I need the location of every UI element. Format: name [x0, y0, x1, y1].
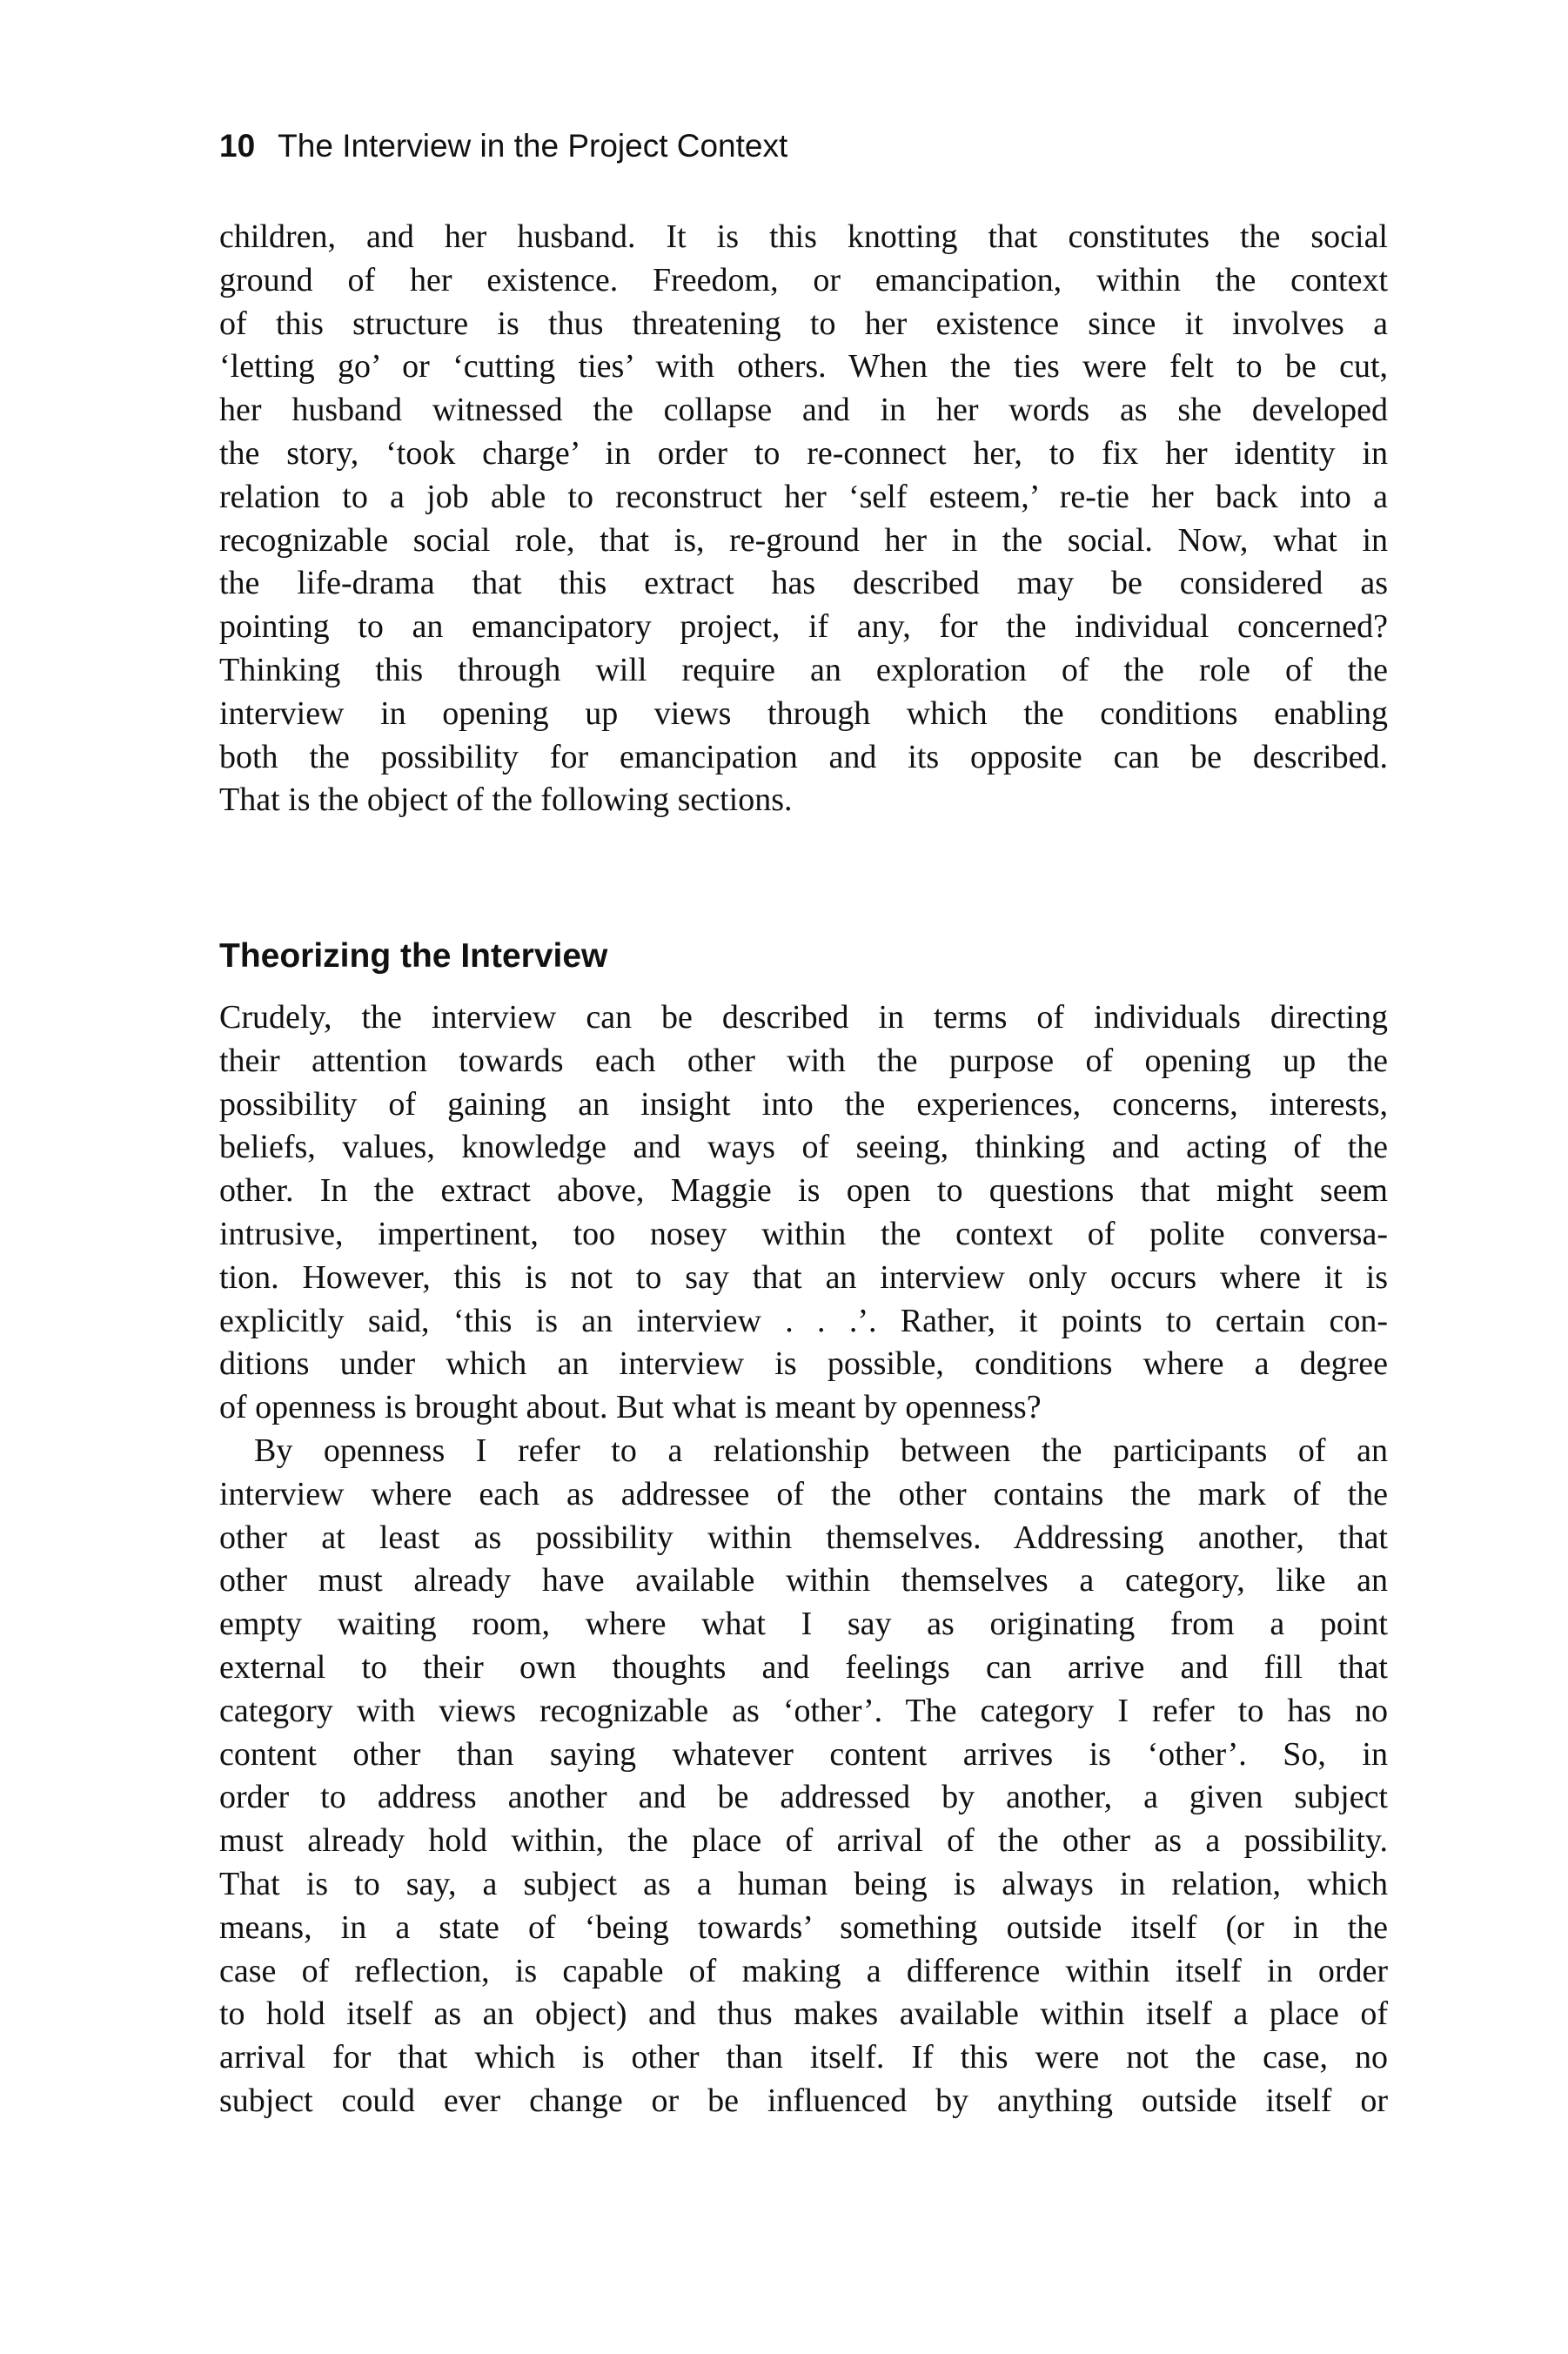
text-line: ditions under which an interview is possible, conditions where a degree — [219, 1345, 1388, 1383]
text-line: tion. However, this is not to say that an interview only occurs where it is — [219, 1258, 1388, 1296]
text-line: possibility of gaining an insight into the experiences, concerns, interests, — [219, 1085, 1388, 1123]
text-line: That is the object of the following sections. — [219, 781, 793, 819]
text-line: other at least as possibility within themselves. Addressing another, that — [219, 1519, 1388, 1556]
text-line: children, and her husband. It is this knotting that constitutes the social — [219, 218, 1388, 255]
running-head — [219, 127, 787, 165]
text-line: external to their own thoughts and feelings can arrive and fill that — [219, 1648, 1388, 1686]
section-heading: Theorizing the Interview — [219, 937, 608, 976]
paragraph — [219, 996, 1388, 1430]
text-line: subject could ever change or be influenced by anything outside itself or — [219, 2082, 1388, 2119]
paragraph — [219, 1430, 1388, 2123]
text-line: By openness I refer to a relationship between the participants of an — [254, 1432, 1388, 1469]
text-line: their attention towards each other with the purpose of opening up the — [219, 1042, 1388, 1079]
text-line: order to address another and be addressed by another, a given subject — [219, 1779, 1388, 1816]
text-line: of this structure is thus threatening to her existence since it involves a — [219, 305, 1388, 342]
text-line: must already hold within, the place of arrival of the other as a possibility. — [219, 1822, 1388, 1860]
text-line: interview where each as addressee of the other contains the mark of the — [219, 1475, 1388, 1512]
paragraph-continuation — [219, 216, 1388, 822]
text-line: empty waiting room, where what I say as originating from a point — [219, 1606, 1388, 1643]
text-line: ground of her existence. Freedom, or emancipation, within the context — [219, 261, 1388, 298]
text-line: the story, ‘took charge’ in order to re-connect her, to fix her identity in — [219, 434, 1388, 472]
text-line: arrival for that which is other than itself. If this were not the case, no — [219, 2039, 1388, 2076]
text-line: recognizable social role, that is, re-ground her in the social. Now, what in — [219, 521, 1388, 559]
text-line: to hold itself as an object) and thus makes available within itself a place of — [219, 1995, 1388, 2033]
text-line: ‘letting go’ or ‘cutting ties’ with others. When the ties were felt to be cut, — [219, 348, 1388, 386]
text-line: other must already have available within themselves a category, like an — [219, 1562, 1388, 1600]
text-line: other. In the extract above, Maggie is open to questions that might seem — [219, 1172, 1388, 1210]
text-line: both the possibility for emancipation and its opposite can be described. — [219, 738, 1388, 775]
text-line: Thinking this through will require an exploration of the role of the — [219, 651, 1388, 688]
text-line: intrusive, impertinent, too nosey within the context of polite conversa- — [219, 1215, 1388, 1252]
text-line: case of reflection, is capable of making a difference within itself in order — [219, 1952, 1388, 1989]
text-line: content other than saying whatever content arrives is ‘other’. So, in — [219, 1735, 1388, 1773]
text-line: interview in opening up views through which the conditions enabling — [219, 694, 1388, 732]
text-line: relation to a job able to reconstruct her ‘self esteem,’ re-tie her back into a — [219, 478, 1388, 515]
text-line: her husband witnessed the collapse and in her words as she developed — [219, 392, 1388, 429]
text-line: beliefs, values, knowledge and ways of seeing, thinking and acting of the — [219, 1129, 1388, 1166]
text-line: category with views recognizable as ‘other’. The category I refer to has no — [219, 1692, 1388, 1729]
text-line: of openness is brought about. But what is meant by openness? — [219, 1389, 1042, 1426]
text-line: means, in a state of ‘being towards’ something outside itself (or in the — [219, 1908, 1388, 1946]
page-number: 10 — [219, 128, 256, 164]
running-head-title: The Interview in the Project Context — [278, 128, 788, 164]
text-line: the life-drama that this extract has described may be considered as — [219, 565, 1388, 602]
text-line: That is to say, a subject as a human being is always in relation, which — [219, 1865, 1388, 1902]
text-line: explicitly said, ‘this is an interview . . .’. Rather, it points to certain con- — [219, 1302, 1388, 1339]
text-line: Crudely, the interview can be described in terms of individuals directing — [219, 999, 1388, 1036]
text-line: pointing to an emancipatory project, if any, for the individual concerned? — [219, 608, 1388, 646]
